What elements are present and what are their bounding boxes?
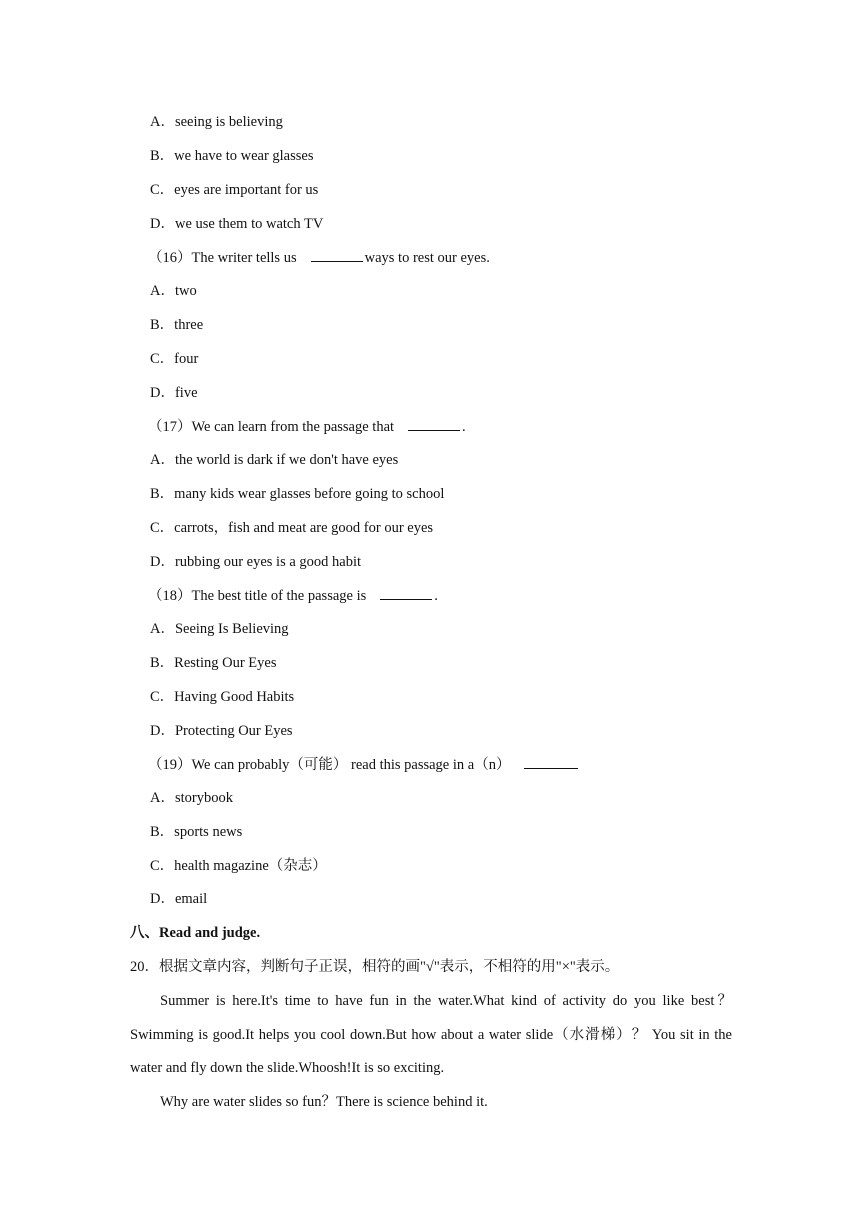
q17-option-c: C．carrots，fish and meat are good for our eyes: [150, 520, 434, 536]
q19-stem: [148, 754, 580, 774]
q18-option-b: B．Resting Our Eyes: [150, 655, 277, 671]
passage-line-3: water and fly down the slide.Whoosh!It is so exciting.: [130, 1060, 445, 1076]
q18-option-d: D．Protecting Our Eyes: [150, 723, 293, 739]
q16-option-b: B．three: [150, 317, 204, 333]
passage-line-1: Summer is here.It's time to have fun in the water.What kind of activity do you like best？: [160, 993, 732, 1009]
q19-option-b: B．sports news: [150, 824, 243, 840]
q16-option-d: D．five: [150, 385, 198, 401]
q17-stem: [148, 416, 466, 436]
q16-stem-before: （16）The writer tells us: [148, 250, 297, 266]
q16-option-c: C．four: [150, 351, 199, 367]
q17-stem-before: （17）We can learn from the passage that: [148, 419, 395, 435]
q18-option-a: A．Seeing Is Believing: [150, 621, 289, 637]
q17-option-b: B．many kids wear glasses before going to school: [150, 486, 445, 502]
q15-option-d: D．we use them to watch TV: [150, 216, 324, 232]
q16-option-a: A．two: [150, 283, 197, 299]
q16-stem: [148, 247, 490, 267]
q18-stem-before: （18）The best title of the passage is: [148, 588, 367, 604]
q15-option-a: A．seeing is believing: [150, 114, 283, 130]
q18-stem: [148, 585, 438, 605]
q18-option-c: C．Having Good Habits: [150, 689, 295, 705]
q19-option-c: C．health magazine（杂志）: [150, 858, 327, 874]
q19-option-d: D．email: [150, 891, 208, 907]
q15-option-b: B．we have to wear glasses: [150, 148, 314, 164]
q17-blank: [408, 416, 460, 431]
q17-option-a: A．the world is dark if we don't have eyes: [150, 452, 399, 468]
q16-blank: [311, 247, 363, 262]
q18-blank: [380, 585, 432, 600]
q19-stem-before: （19）We can probably（可能） read this passage in a（n）: [148, 757, 511, 773]
q17-option-d: D．rubbing our eyes is a good habit: [150, 554, 362, 570]
section-8-title: 八、Read and judge.: [130, 925, 261, 941]
q20-instruction: 20．根据文章内容，判断句子正误，相符的画"√"表示，不相符的用"×"表示。: [130, 959, 620, 975]
q16-stem-after: ways to rest our eyes.: [364, 250, 490, 266]
q19-blank: [524, 754, 578, 769]
passage-line-4: Why are water slides so fun？There is science behind it.: [160, 1094, 488, 1110]
q19-option-a: A．storybook: [150, 790, 233, 806]
passage-line-2: Swimming is good.It helps you cool down.But how about a water slide（水滑梯）？ You sit in the: [130, 1027, 732, 1043]
q17-stem-after: .: [462, 419, 466, 435]
q15-option-c: C．eyes are important for us: [150, 182, 319, 198]
q18-stem-after: .: [434, 588, 438, 604]
